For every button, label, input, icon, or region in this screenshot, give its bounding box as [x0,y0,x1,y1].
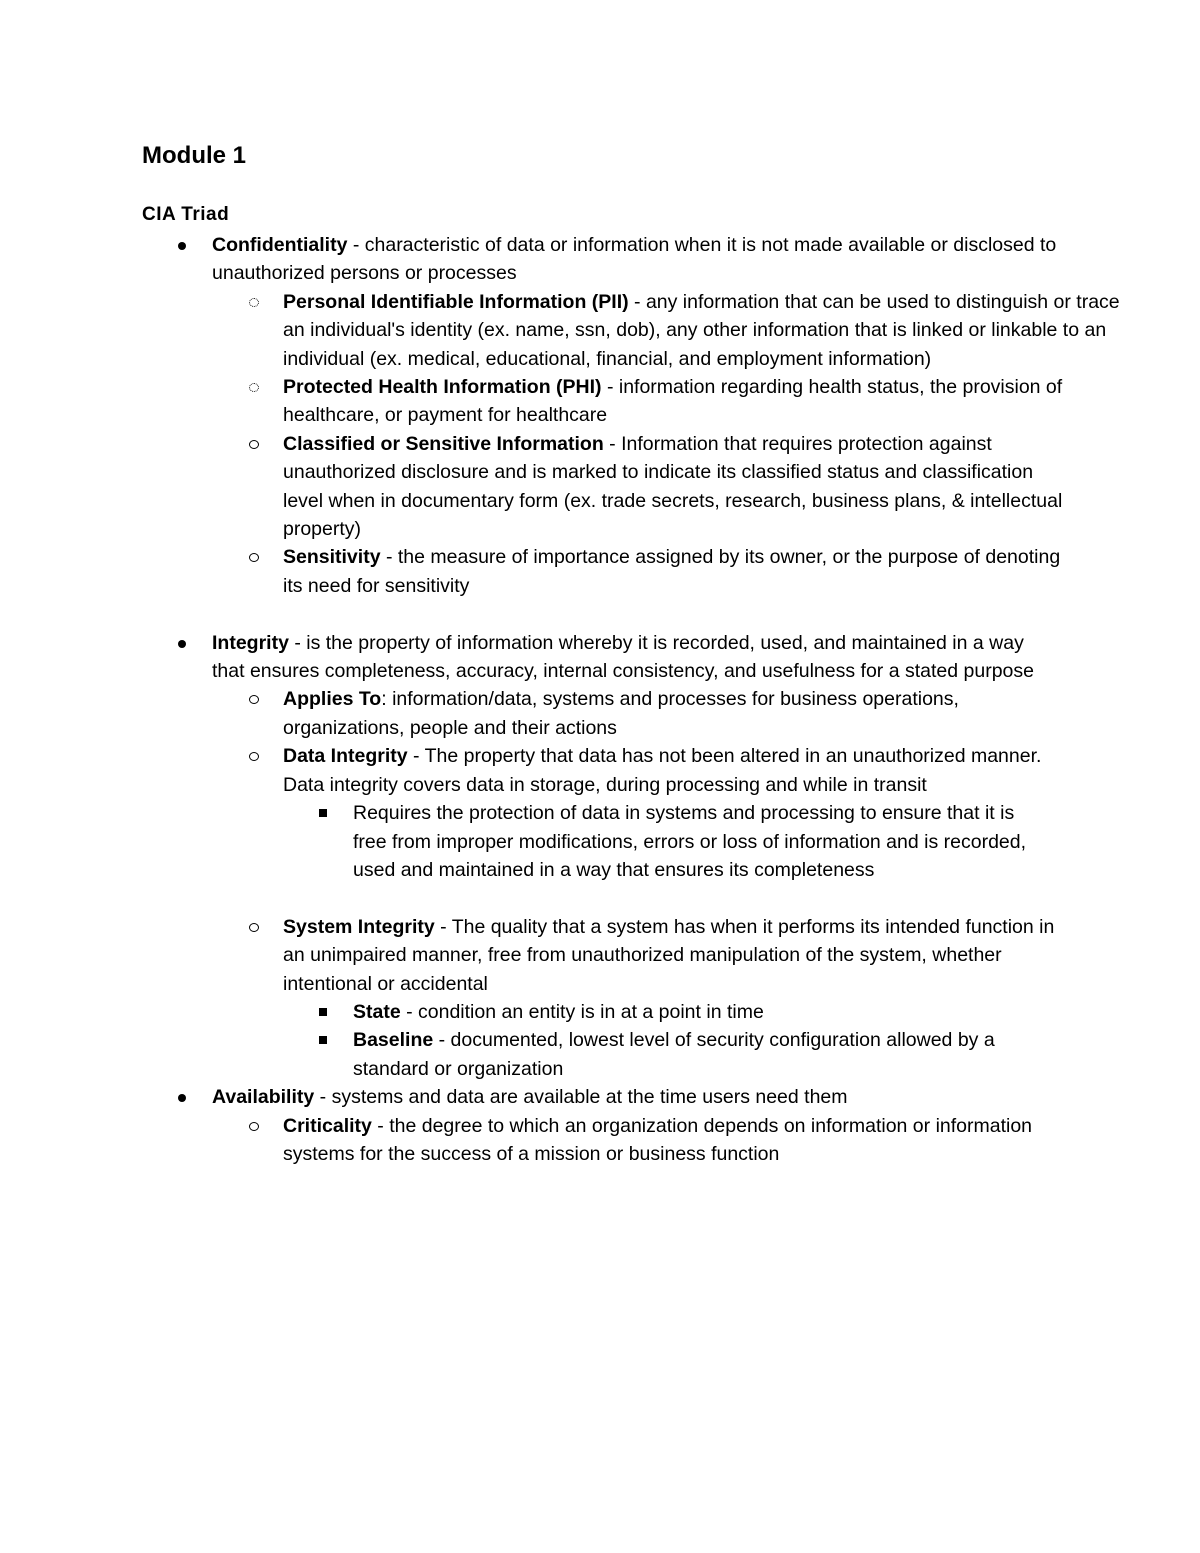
term-description: - documented, lowest level of security configuration allowed by a standard or organization [353,1029,995,1080]
sub-list [212,1112,1057,1169]
filled-circle-bullet-icon [178,1094,186,1102]
list-item-baseline [0,1026,1053,1083]
list-item-pii [0,288,1133,373]
sub-sub-list [283,998,1063,1083]
term-description: - information regarding health status, the provision of healthcare, or payment for healthcare [283,376,1063,427]
term-description: - the measure of importance assigned by its owner, or the purpose of denoting its need for sensitivity [283,546,1061,597]
list-item-applies-to [0,685,1063,742]
filled-circle-bullet-icon [178,640,186,648]
term-description: : information/data, systems and processes for business operations, organizations, people and their actions [283,688,959,739]
list-item-sensitivity [0,543,1063,600]
list-item-data-integrity-detail [0,799,1053,884]
term-description: - The property that data has not been altered in an unauthorized manner. Data integrity covers data in storage, during processing and while in transit [283,745,1042,796]
term-label: Personal Identifiable Information (PII) [283,290,629,313]
term-label: Applies To [283,688,382,711]
sub-sub-list [283,799,1063,884]
term-description: - Information that requires protection against unauthorized disclosure and is marked to indicate its classified status and classification level when in documentary form (ex. trade secrets, research, business plans, & intellectual property) [283,432,1063,541]
term-description: - systems and data are available at the time users need them [314,1086,848,1109]
detail-text: Requires the protection of data in systems and processing to ensure that it is free from improper modifications, errors or loss of information and is recorded, used and maintained in a way that ensures its completeness [353,802,1027,881]
term-description: - is the property of information whereby it is recorded, used, and maintained in a way that ensures completeness, accuracy, internal consistency, and usefulness for a stated purpose [212,631,1034,683]
list-item-system-integrity [0,913,1063,1083]
term-label: Data Integrity [283,745,408,768]
term-label: Criticality [283,1114,372,1137]
term-description: - characteristic of data or information when it is not made available or disclosed to unauthorized persons or processes [212,234,1057,285]
term-description: - any information that can be used to distinguish or trace an individual's identity (ex. name, ssn, dob), any other information that is linked or linkable to an individual (ex. medical, educational, financial, and employment information) [283,290,1120,370]
list-item-availability [0,1083,1057,1168]
square-bullet-icon [319,809,327,817]
hollow-circle-bullet-icon [249,923,259,932]
term-label: Protected Health Information (PHI) [283,376,602,399]
term-description: - condition an entity is in at a point in time [400,1000,764,1023]
term-label: Confidentiality [212,234,348,256]
square-bullet-icon [319,1008,327,1016]
page-title: Module 1 [142,142,247,169]
list-item-phi [0,373,1063,430]
list-item-integrity [0,629,1057,1083]
hollow-circle-bullet-icon [249,695,259,704]
term-label: State [353,1000,401,1023]
hollow-circle-bullet-icon [249,553,259,562]
sub-list [212,685,1057,1083]
term-description: - the degree to which an organization depends on information or information systems for the success of a mission or business function [283,1114,1033,1165]
term-label: Availability [212,1086,315,1109]
term-label: Classified or Sensitive Information [283,432,604,455]
sub-list [212,288,1120,600]
list-item-confidentiality [0,231,1120,600]
list-item-data-integrity [0,742,1063,884]
hollow-circle-bullet-icon [249,383,259,392]
list-item-criticality [0,1112,1063,1169]
term-label: Integrity [212,631,289,654]
square-bullet-icon [319,1036,327,1044]
term-label: System Integrity [283,915,435,938]
hollow-circle-bullet-icon [249,298,259,307]
list-item-classified [0,430,1063,544]
filled-circle-bullet-icon [178,242,186,250]
hollow-circle-bullet-icon [249,1122,259,1131]
term-label: Baseline [353,1029,434,1052]
hollow-circle-bullet-icon [249,440,259,449]
section-heading: CIA Triad [142,204,230,225]
hollow-circle-bullet-icon [249,752,259,761]
term-label: Sensitivity [283,546,381,569]
term-description: - The quality that a system has when it performs its intended function in an unimpaired manner, free from unauthorized manipulation of the system, whether intentional or accidental [283,915,1055,995]
outline-list [0,231,1200,1168]
list-item-state [0,998,1053,1026]
